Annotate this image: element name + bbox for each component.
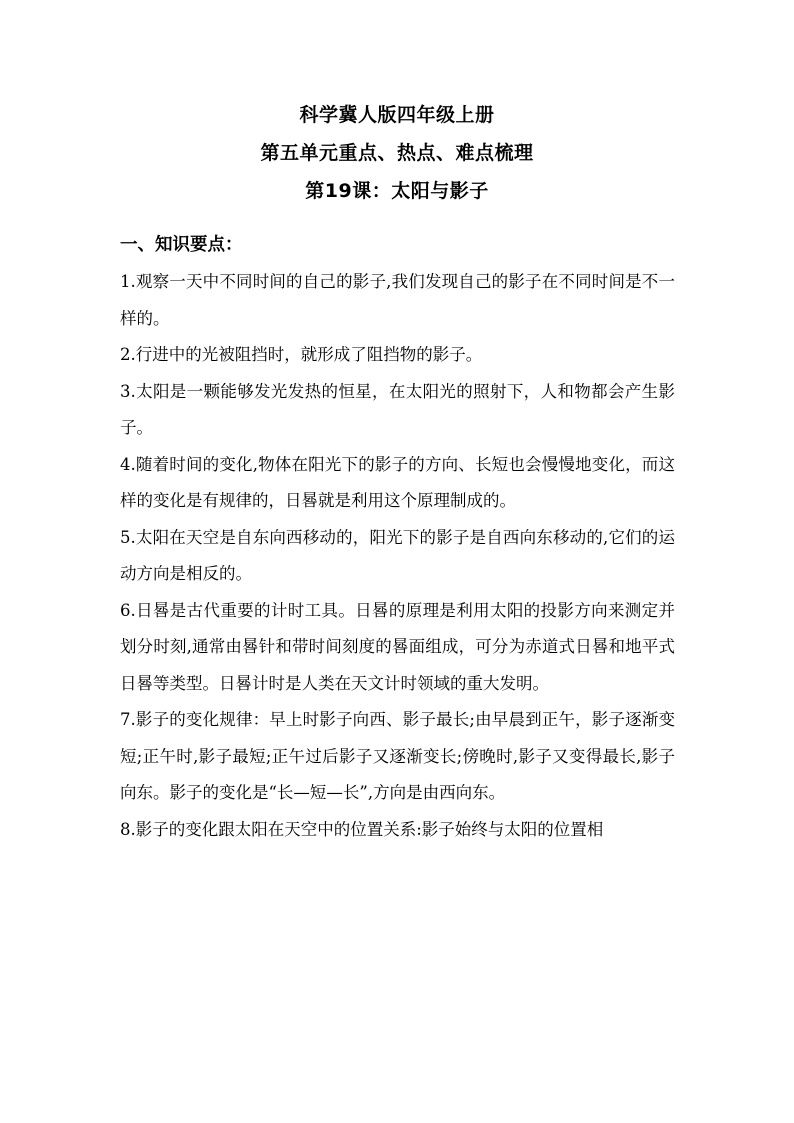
knowledge-point-2: 2.行进中的光被阻挡时，就形成了阻挡物的影子。: [120, 345, 483, 364]
lesson-title: 第19课：太阳与影子: [305, 180, 489, 202]
unit-title: 第五单元重点、热点、难点梳理: [260, 142, 534, 164]
knowledge-point-6: 6.日晷是古代重要的计时工具。日晷的原理是利用太阳的投影方向来测定并划分时刻,通常由晷针和带时间刻度的晷面组成，可分为赤道式日晷和地平式日晷等类型。日晷计时是人类在天文计时领域的重大发明。: [120, 600, 675, 693]
document-body: [120, 228, 675, 848]
knowledge-point-8: 8.影子的变化跟太阳在天空中的位置关系:影子始终与太阳的位置相: [120, 819, 604, 839]
knowledge-point-4: 4.随着时间的变化,物体在阳光下的影子的方向、长短也会慢慢地变化，而这样的变化是有规律的，日晷就是利用这个原理制成的。: [120, 454, 675, 510]
section-heading: 一、知识要点：: [120, 235, 243, 255]
document-title: 科学冀人版四年级上册: [299, 104, 495, 126]
knowledge-point-7: 7.影子的变化规律：早上时影子向西、影子最长;由早晨到正午，影子逐渐变短;正午时,影子最短;正午过后影子又逐渐变长;傍晚时,影子又变得最长,影子向东。影子的变化是“长—短—长”,方向是由西向东。: [120, 710, 675, 802]
title-block: [0, 96, 794, 210]
knowledge-point-1: 1.观察一天中不同时间的自己的影子,我们发现自己的影子在不同时间是不一样的。: [120, 272, 675, 328]
knowledge-point-3: 3.太阳是一颗能够发光发热的恒星，在太阳光的照射下，人和物都会产生影子。: [120, 381, 675, 437]
knowledge-point-5: 5.太阳在天空是自东向西移动的，阳光下的影子是自西向东移动的,它们的运动方向是相反的。: [120, 527, 675, 583]
